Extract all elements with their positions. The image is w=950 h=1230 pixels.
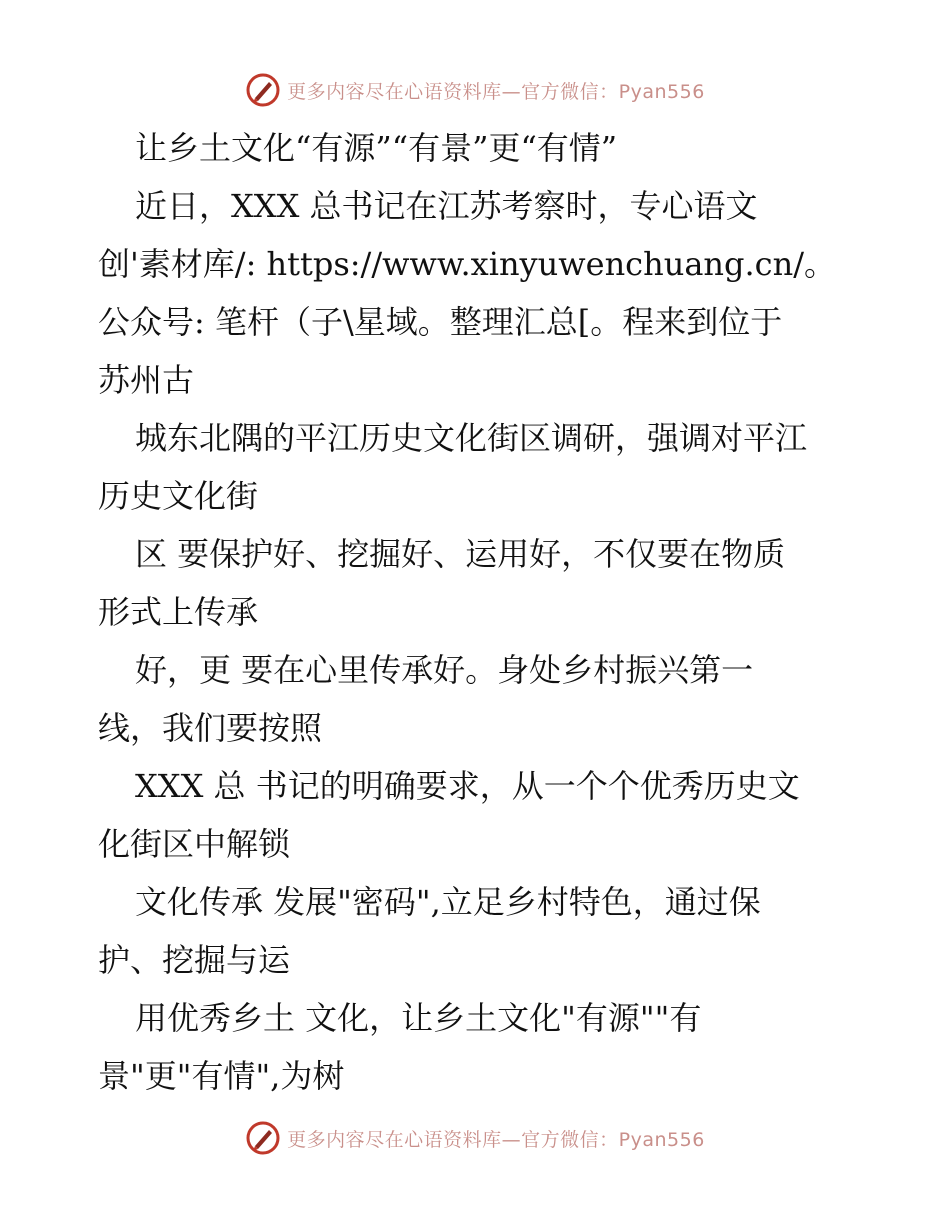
paragraph-line: 区 要保护好、挖掘好、运用好，不仅要在物质 [135, 535, 786, 573]
paragraph-line: 近日，XXX 总书记在江苏考察时，专心语文 [135, 187, 758, 225]
paragraph-line: 苏州古 [98, 361, 195, 399]
paragraph-line: 城东北隅的平江历史文化街区调研，强调对平江 [135, 419, 808, 457]
paragraph-line: 用优秀乡土 文化，让乡土文化"有源""有 [135, 999, 702, 1037]
pen-logo-icon [245, 72, 281, 108]
header-watermark-text: 更多内容尽在心语资料库—官方微信：Pyan556 [287, 80, 705, 103]
paragraph-line: 形式上传承 [98, 593, 259, 631]
paragraph-line: 护、挖掘与运 [98, 941, 291, 979]
paragraph-line: 线，我们要按照 [98, 709, 323, 747]
paragraph-line: 景"更"有情",为树 [98, 1057, 345, 1095]
paragraph-line: 文化传承 发展"密码",立足乡村特色，通过保 [135, 883, 761, 921]
footer-watermark-text: 更多内容尽在心语资料库—官方微信：Pyan556 [287, 1128, 705, 1151]
paragraph-line: 化街区中解锁 [98, 825, 291, 863]
header-watermark-banner [0, 70, 950, 110]
paragraph-line: XXX 总 书记的明确要求，从一个个优秀历史文 [135, 767, 800, 805]
paragraph-line: 好，更 要在心里传承好。身处乡村振兴第一 [135, 651, 754, 689]
paragraph-line: 历史文化街 [98, 477, 259, 515]
pen-logo-icon [245, 1120, 281, 1156]
paragraph-line: 创'素材库/: https://www.xinyuwenchuang.cn/。 [98, 245, 836, 283]
footer-watermark-banner [0, 1118, 950, 1158]
paragraph-line: 公众号: 笔杆（子\星域。整理汇总[。程来到位于 [98, 303, 783, 341]
document-title: 让乡土文化“有源”“有景”更“有情” [135, 129, 618, 167]
